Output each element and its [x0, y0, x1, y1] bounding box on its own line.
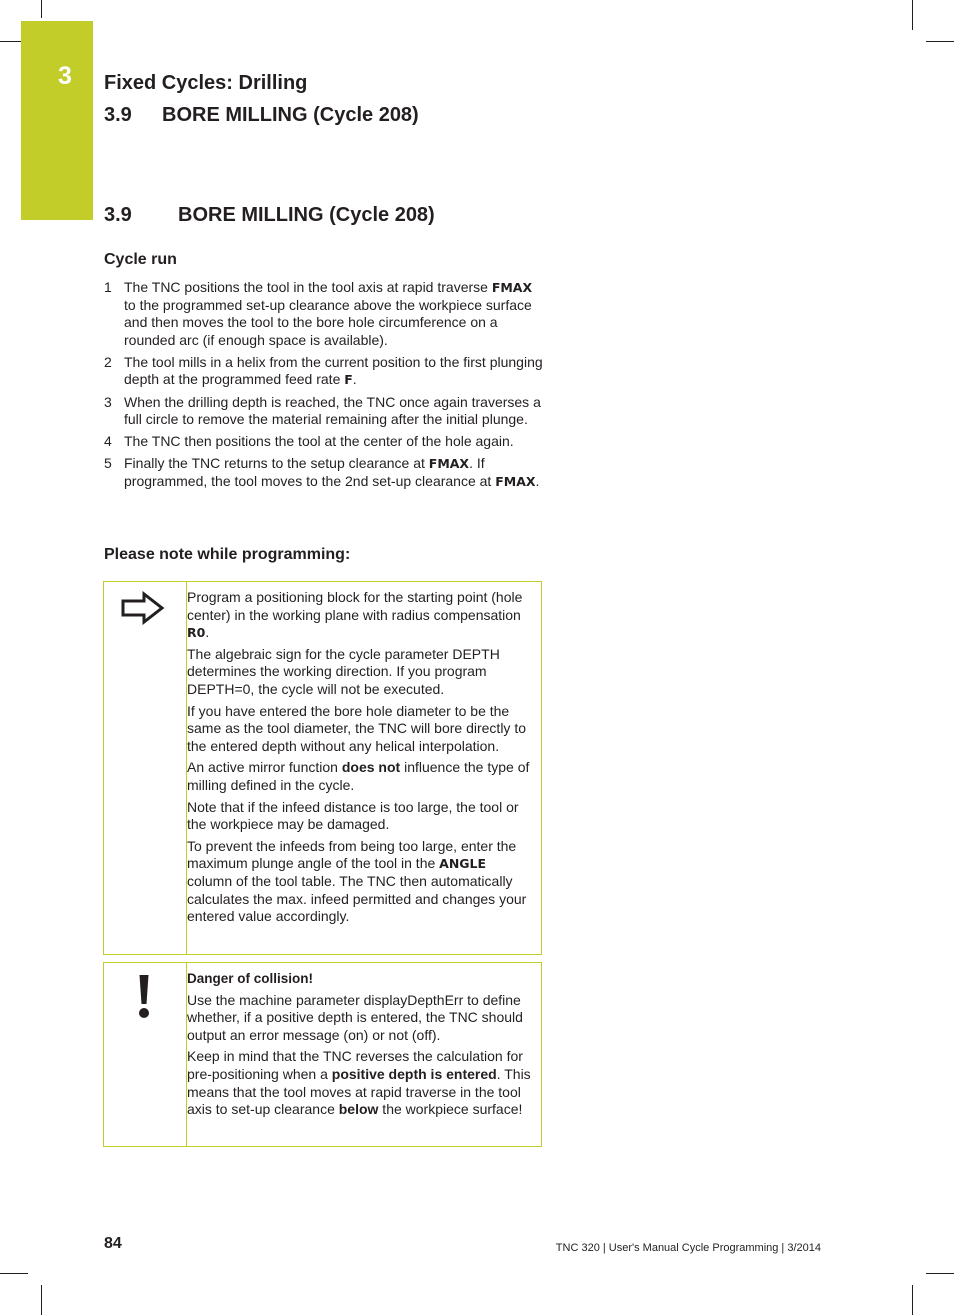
section-title-text: BORE MILLING (Cycle 208)	[178, 204, 435, 226]
bold-text: below	[338, 1101, 379, 1118]
note-paragraph: If you have entered the bore hole diameter to be the same as the tool diameter, the TNC will bore directly to the entered depth without any helical interpolation.	[187, 702, 527, 754]
section-title	[104, 204, 435, 227]
note-paragraph: Note that if the infeed distance is too large, the tool or the workpiece may be damaged.	[187, 798, 519, 833]
programming-notes-heading: Please note while programming:	[104, 546, 351, 563]
footer-text: TNC 320 | User's Manual Cycle Programming | 3/2014	[555, 1242, 821, 1254]
warning-box	[103, 962, 542, 1147]
crop-mark	[912, 1285, 913, 1315]
code-keyword: F	[344, 372, 353, 388]
warning-paragraph	[187, 1048, 535, 1118]
running-header-section-title: BORE MILLING (Cycle 208)	[162, 104, 419, 126]
code-keyword: FMAX	[495, 473, 536, 489]
code-keyword: R0	[187, 625, 206, 641]
crop-mark	[41, 0, 42, 18]
warning-paragraph: Use the machine parameter displayDepthErr to define whether, if a positive depth is entered, the TNC should output an error message (on) or not (off).	[187, 991, 523, 1043]
warning-text: the workpiece surface!	[378, 1101, 523, 1118]
step-text: .	[352, 371, 357, 388]
arrow-right-icon	[120, 591, 166, 625]
list-item	[104, 394, 544, 429]
step-text: The tool mills in a helix from the current position to the first plunging depth at the programmed feed rate	[124, 353, 543, 388]
note-body	[187, 582, 541, 938]
crop-mark	[0, 41, 21, 42]
note-text: An active mirror function	[187, 759, 342, 776]
step-number: 3	[104, 393, 112, 410]
note-box	[103, 581, 542, 955]
warning-text: . This means that the tool moves at rapid traverse in the tool axis to set-up clearance	[187, 1065, 531, 1118]
step-number: 2	[104, 353, 112, 370]
running-header-chapter: Fixed Cycles: Drilling	[104, 72, 308, 94]
exclamation-icon	[137, 974, 151, 1020]
running-header-section-number: 3.9	[104, 104, 132, 126]
page-number: 84	[104, 1235, 122, 1252]
step-number: 1	[104, 279, 112, 295]
code-keyword: ANGLE	[439, 856, 487, 872]
list-item	[104, 354, 544, 389]
warning-title: Danger of collision!	[187, 971, 314, 986]
code-keyword: FMAX	[491, 280, 533, 295]
step-text: The TNC then positions the tool at the center of the hole again.	[124, 433, 514, 450]
list-item	[104, 433, 544, 451]
chapter-tab	[21, 21, 93, 220]
crop-mark	[926, 1273, 954, 1274]
crop-mark	[912, 0, 913, 30]
step-text: Finally the TNC returns to the setup clearance at	[124, 455, 429, 472]
step-text: to the programmed set-up clearance above the workpiece surface and then moves the tool to the bore hole circumference on a rounded arc (if enough space is available).	[124, 296, 532, 348]
warning-text: Keep in mind that the TNC reverses the calculation for pre-positioning when a	[187, 1048, 523, 1082]
running-header-section	[104, 104, 419, 127]
bold-text: positive depth is entered	[331, 1065, 497, 1082]
step-number: 5	[104, 455, 112, 472]
note-paragraph	[187, 759, 535, 794]
list-item	[104, 455, 544, 490]
note-text: .	[205, 624, 210, 641]
warning-icon-column	[104, 963, 187, 1146]
crop-mark	[0, 1273, 28, 1274]
note-text: influence the type of milling defined in the cycle.	[187, 759, 530, 793]
step-text: When the drilling depth is reached, the TNC once again traverses a full circle to remove the material remaining after the initial plunge.	[124, 393, 541, 428]
bold-text: does not	[341, 759, 401, 776]
note-text: column of the tool table. The TNC then automatically calculates the max. infeed permitted and changes your entered value accordingly.	[187, 872, 527, 925]
step-number: 4	[104, 433, 112, 450]
cycle-run-heading: Cycle run	[104, 251, 177, 268]
code-keyword: FMAX	[428, 456, 470, 472]
crop-mark	[926, 41, 954, 42]
note-paragraph	[187, 838, 535, 926]
note-icon-column	[104, 582, 187, 954]
crop-mark	[41, 1285, 42, 1315]
section-number: 3.9	[104, 204, 132, 226]
note-text: Program a positioning block for the starting point (hole center) in the working plane with radius compensation	[187, 589, 523, 623]
cycle-run-steps	[104, 279, 544, 495]
chapter-number: 3	[58, 62, 72, 90]
warning-body	[187, 963, 541, 1131]
list-item	[104, 279, 544, 349]
step-text: .	[535, 472, 540, 489]
note-paragraph: The algebraic sign for the cycle parameter DEPTH determines the working direction. If you program DEPTH=0, the cycle will not be executed.	[187, 645, 500, 697]
step-text: The TNC positions the tool in the tool axis at rapid traverse	[124, 279, 492, 295]
step-text: . If programmed, the tool moves to the 2nd set-up clearance at	[124, 455, 496, 489]
note-text: To prevent the infeeds from being too large, enter the maximum plunge angle of the tool in the	[187, 837, 517, 872]
note-paragraph	[187, 589, 535, 642]
